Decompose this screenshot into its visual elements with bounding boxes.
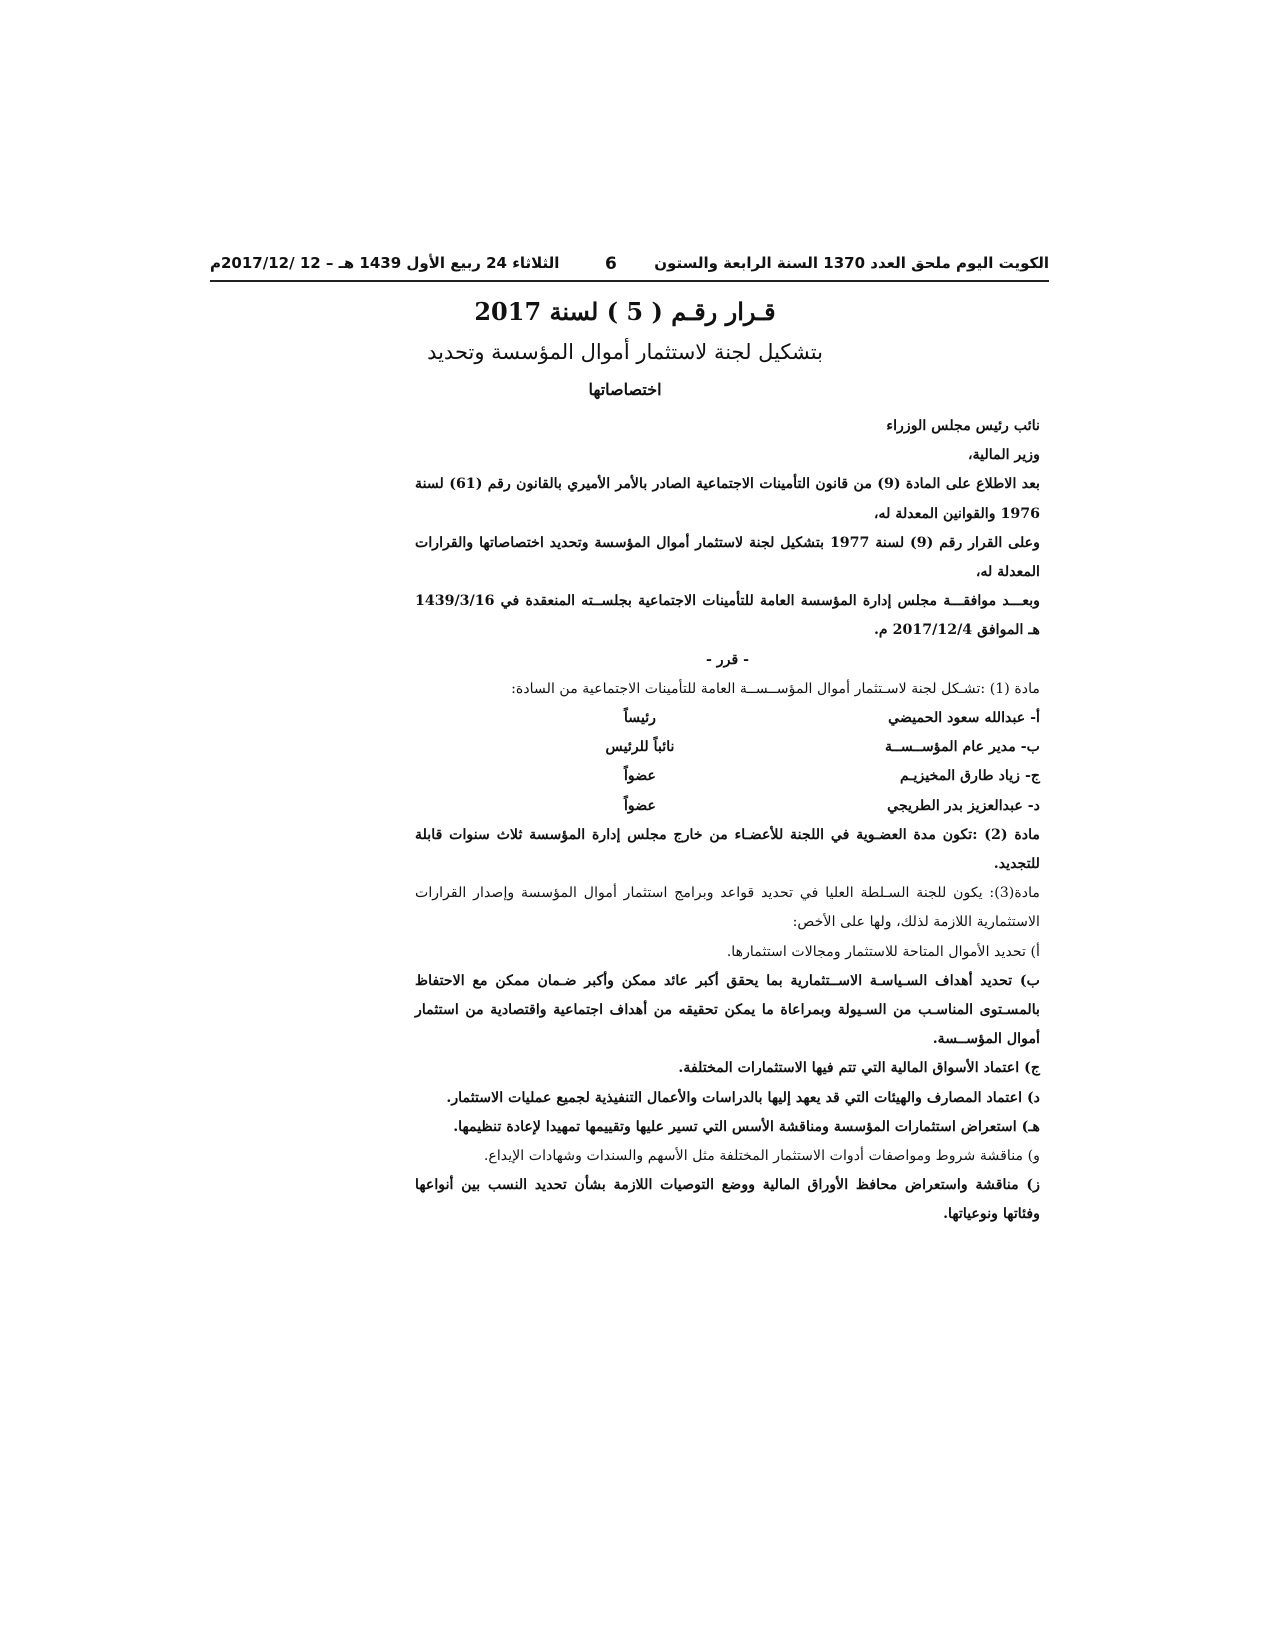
member-role: عضواً [623,797,657,814]
page-header [210,250,1049,282]
list-item: ج) اعتماد الأسواق المالية التي تتم فيها الاستثمارات المختلفة. [678,1060,1040,1077]
decision-subtitle: بتشكيل لجنة لاستثمار أموال المؤسسة وتحديد [427,340,823,364]
member-name: ب- مدير عام المؤســســة [884,739,1040,756]
member-name: د- عبدالعزيز بدر الطريجي [887,797,1040,814]
issuer-line-1: نائب رئيس مجلس الوزراء [886,418,1040,434]
member-role: عضواً [623,768,657,785]
member-role: نائباً للرئيس [605,739,675,756]
list-item: و) مناقشة شروط ومواصفات أدوات الاستثمار المختلفة مثل الأسهم والسندات وشهادات الإيداع. [483,1148,1040,1165]
member-name: ج- زياد طارق المخيزيـم [899,768,1040,785]
list-item: أ) تحديد الأموال المتاحة للاستثمار ومجالات استثمارها. [726,943,1040,960]
article-1: مادة (1) :تشـكل لجنة لاسـتثمار أموال المؤســســة العامة للتأمينات الاجتماعية من السادة: [511,680,1040,697]
member-row [415,762,1040,791]
decision-body [415,412,1040,1230]
decided-heading: - قرر - [705,651,750,668]
issuer-line-2: وزير المالية، [968,447,1040,464]
member-role: رئيساً [623,710,657,727]
member-row [415,704,1040,733]
article-2: مادة (2) :تكون مدة العضـوية في اللجنة للأعضـاء من خارج مجلس إدارة المؤسسة ثلاث سنوات قابلة للتجديد. [415,826,1040,872]
preamble-2: وعلى القرار رقم (9) لسنة 1977 بتشكيل لجنة لاستثمار أموال المؤسسة وتحديد اختصاصاتها والقرارات المعدلة له، [415,534,1040,581]
preamble-1: بعد الاطلاع على المادة (9) من قانون التأمينات الاجتماعية الصادر بالأمر الأميري بالقانون رقم (61) لسنة 1976 والقوانين المعدلة له، [415,476,1040,522]
preamble-3: وبعـــد موافقـــة مجلس إدارة المؤسسة العامة للتأمينات الاجتماعية بجلســته المنعقدة في 1439/3/16 هـ الموافق 2017/12/4 م. [415,593,1040,639]
member-row [415,792,1040,821]
member-name: أ- عبدالله سعود الحميضي [888,710,1040,727]
member-row [415,733,1040,762]
list-item: د) اعتماد المصارف والهيئات التي قد يعهد إليها بالدراسات والأعمال التنفيذية لجميع عمليات الاستثمار. [446,1089,1040,1106]
header-page-number: 6 [605,254,617,274]
list-item: هـ) استعراض استثمارات المؤسسة ومناقشة الأسس التي تسير عليها وتقييمها تمهيدا لإعادة تنظيمها. [453,1118,1040,1135]
decision-title: قـرار رقـم ( 5 ) لسنة 2017 [474,297,776,326]
article-3: مادة(3): يكون للجنة السـلطة العليا في تحديد قواعد وبرامج استثمار أموال المؤسسة وإصدار القرارات الاستثمارية اللازمة لذلك، ولها على الأخص: [415,885,1040,931]
list-item: ز) مناقشة واستعراض محافظ الأوراق المالية ووضع التوصيات اللازمة بشأن تحديد النسب بين أنواعها وفئاتها ونوعياتها. [415,1177,1040,1223]
decision-subtitle-2: اختصاصاتها [588,380,662,399]
header-publication: الكويت اليوم ملحق العدد 1370 السنة الرابعة والستون [654,254,1049,272]
list-item: ب) تحديد أهداف السـياسـة الاســتثمارية بما يحقق أكبر عائد ممكن وأكبر ضـمان ممكن مع الاحتفاظ بالمسـتوى المناسـب من السـيولة وبمراعاة ما يمكن تحقيقه من أهداف اجتماعية واقتصادية من استثمار أموال المؤســسة. [415,972,1040,1048]
header-date: الثلاثاء 24 ربيع الأول 1439 هـ – 12 /2017/12م [210,254,560,272]
